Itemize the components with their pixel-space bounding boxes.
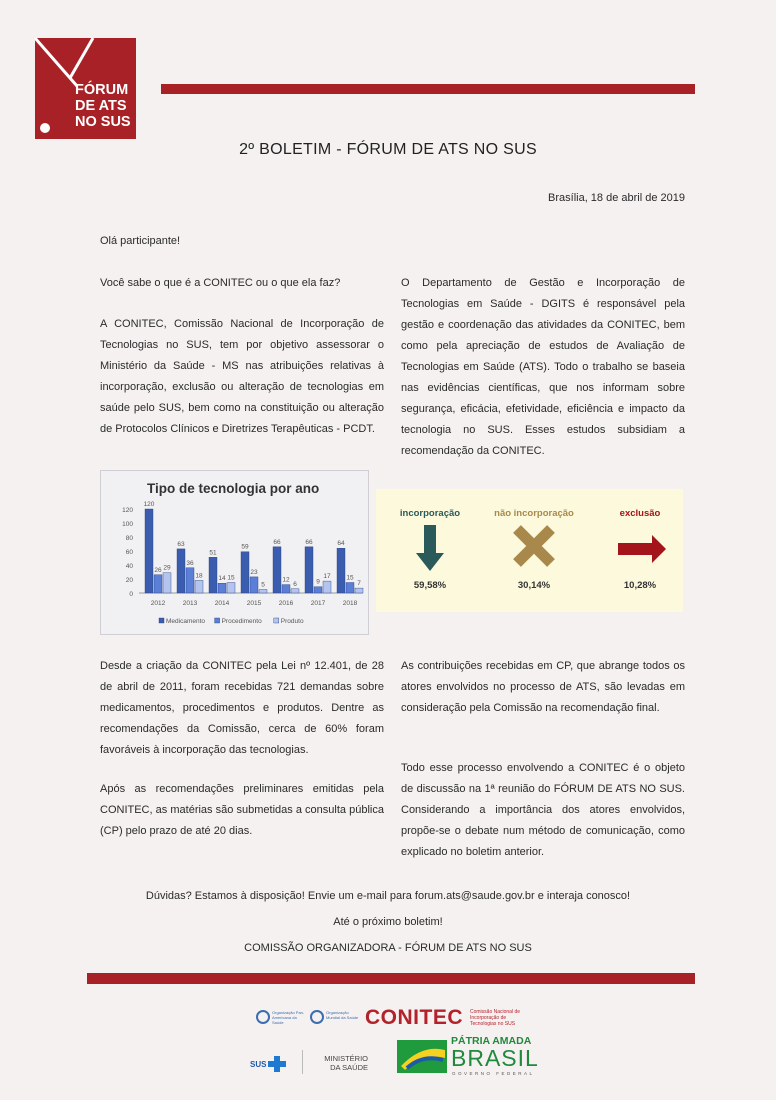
bar-procedimento bbox=[346, 583, 354, 594]
chart-title: Tipo de tecnologia por ano bbox=[147, 481, 320, 496]
data-label: 5 bbox=[261, 581, 265, 589]
bar-procedimento bbox=[218, 583, 226, 593]
ministerio-logo: MINISTÉRIO DA SAÚDE bbox=[324, 1054, 368, 1072]
data-label: 59 bbox=[241, 543, 249, 551]
greeting: Olá participante! bbox=[100, 235, 181, 247]
bar-medicamento bbox=[145, 509, 153, 593]
bar-produto bbox=[163, 573, 171, 593]
arrow-down-icon bbox=[416, 525, 444, 571]
dgits-paragraph: O Departamento de Gestão e Incorporação de Tecnologias em Saúde - DGITS é responsável pela gestão e coordenação das atividades da CONITEC, bem como pela apreciação de estudos de Avaliação de Tecnologias em Saúde (ATS). Todo o trabalho se baseia nas evidências científicas, que nos informam sobre segurança, eficácia, efetividade, eficiência e impacto da tecnologia no SUS. Esses estudos subsidiam a recomendação da CONITEC. bbox=[401, 277, 685, 457]
x-tick-label: 2018 bbox=[342, 600, 358, 607]
conitec-logo: CONITEC bbox=[365, 1006, 463, 1029]
data-label: 36 bbox=[186, 559, 194, 567]
sus-logo: SUS bbox=[250, 1060, 267, 1069]
brasil-text: BRASIL bbox=[451, 1045, 539, 1071]
x-tick-label: 2012 bbox=[150, 600, 166, 607]
cp-paragraph: Após as recomendações preliminares emitidas pela CONITEC, as matérias são submetidas a consulta pública (CP) pelo prazo de até 20 dias. bbox=[100, 783, 384, 837]
conitec-intro: A CONITEC, Comissão Nacional de Incorporação de Tecnologias no SUS, tem por objetivo assessorar o Ministério da Saúde - MS nas atribuições relativas à incorporação, exclusão ou alteração de tecnologias em saúde pelo SUS, bem como na constituição ou alteração de Protocolos Clínicos e Diretrizes Terapêuticas - PCDT. bbox=[100, 318, 384, 435]
opas-logo bbox=[256, 1010, 306, 1025]
legend-label: Produto bbox=[280, 618, 304, 625]
forum-logo bbox=[35, 38, 136, 139]
data-label: 6 bbox=[293, 580, 297, 588]
nao-incorporacao-value: 30,14% bbox=[517, 580, 551, 591]
incorporacao-label: incorporação bbox=[399, 508, 461, 519]
globe-icon bbox=[256, 1010, 270, 1024]
bar-procedimento bbox=[282, 585, 290, 593]
bar-procedimento bbox=[250, 577, 258, 593]
data-label: 12 bbox=[282, 576, 290, 584]
recommendation-infographic bbox=[376, 489, 683, 612]
footer-bar bbox=[87, 973, 695, 984]
chart-svg bbox=[101, 471, 370, 636]
bar-medicamento bbox=[337, 548, 345, 593]
legend-swatch bbox=[215, 618, 220, 623]
bar-procedimento bbox=[186, 568, 194, 593]
y-tick-label: 20 bbox=[125, 577, 133, 584]
bar-medicamento bbox=[241, 552, 249, 593]
data-label: 18 bbox=[195, 572, 203, 580]
bar-produto bbox=[259, 590, 267, 594]
exclusao-label: exclusão bbox=[619, 508, 661, 519]
page-title: 2º BOLETIM - FÓRUM DE ATS NO SUS bbox=[239, 141, 537, 158]
history-paragraph: Desde a criação da CONITEC pela Lei nº 12.401, de 28 de abril de 2011, foram recebidas 721 demandas sobre medicamentos, procedimentos e produtos. Dentre as recomendações da Comissão, cerca de 60% foram favoráveis à incorporação das tecnologias. bbox=[100, 660, 384, 756]
bar-medicamento bbox=[209, 557, 217, 593]
x-icon bbox=[513, 525, 555, 567]
data-label: 7 bbox=[357, 580, 361, 588]
incorporacao-value: 59,58% bbox=[413, 580, 447, 591]
bar-produto bbox=[355, 588, 363, 593]
bar-produto bbox=[195, 580, 203, 593]
farewell-text: Até o próximo boletim! bbox=[333, 916, 443, 928]
data-label: 23 bbox=[250, 568, 258, 576]
opas-text: Organização Pan-Americana da Saúde bbox=[272, 1010, 305, 1025]
arrow-right-icon bbox=[618, 535, 666, 563]
date: Brasília, 18 de abril de 2019 bbox=[548, 192, 685, 204]
contributions-paragraph: As contribuições recebidas em CP, que abrange todos os atores envolvidos no processo de ATS, são levadas em consideração pela Comissão na recomendação final. bbox=[401, 660, 685, 714]
technology-chart bbox=[100, 470, 369, 635]
signature: COMISSÃO ORGANIZADORA - FÓRUM DE ATS NO SUS bbox=[244, 942, 532, 954]
conitec-subtitle: Comissão Nacional de Incorporação de Tecnologias no SUS bbox=[470, 1009, 521, 1027]
x-tick-label: 2015 bbox=[246, 600, 262, 607]
data-label: 17 bbox=[323, 573, 331, 581]
data-label: 29 bbox=[163, 564, 171, 572]
oms-logo bbox=[310, 1010, 362, 1020]
nao-incorporacao-label: não incorporação bbox=[494, 508, 574, 519]
x-tick-label: 2017 bbox=[310, 600, 326, 607]
legend-swatch bbox=[159, 618, 164, 623]
data-label: 15 bbox=[346, 574, 354, 582]
data-label: 66 bbox=[305, 538, 313, 546]
divider bbox=[302, 1050, 303, 1074]
bar-procedimento bbox=[314, 587, 322, 593]
x-tick-label: 2014 bbox=[214, 600, 230, 607]
bar-produto bbox=[323, 581, 331, 593]
legend-label: Procedimento bbox=[221, 618, 262, 625]
data-label: 9 bbox=[316, 578, 320, 586]
data-label: 15 bbox=[227, 574, 235, 582]
y-tick-label: 40 bbox=[125, 563, 133, 570]
data-label: 14 bbox=[218, 575, 226, 583]
logo-text: FÓRUM DE ATS NO SUS bbox=[75, 82, 131, 130]
brazil-flag-icon bbox=[397, 1040, 447, 1073]
y-tick-label: 120 bbox=[122, 507, 133, 514]
data-label: 63 bbox=[177, 540, 185, 548]
exclusao-value: 10,28% bbox=[623, 580, 657, 591]
legend-swatch bbox=[274, 618, 279, 623]
bar-procedimento bbox=[154, 575, 162, 593]
y-tick-label: 100 bbox=[122, 521, 133, 528]
who-icon bbox=[310, 1010, 324, 1024]
x-tick-label: 2013 bbox=[182, 600, 198, 607]
data-label: 64 bbox=[337, 540, 345, 548]
bar-produto bbox=[291, 589, 299, 593]
bar-medicamento bbox=[177, 549, 185, 593]
data-label: 51 bbox=[209, 549, 217, 557]
question: Você sabe o que é a CONITEC ou o que ela faz? bbox=[100, 277, 341, 289]
y-tick-label: 0 bbox=[129, 591, 133, 598]
data-label: 66 bbox=[273, 538, 281, 546]
sus-cross-icon bbox=[268, 1056, 286, 1072]
bar-medicamento bbox=[273, 547, 281, 593]
process-paragraph: Todo esse processo envolvendo a CONITEC é o objeto de discussão na 1ª reunião do FÓRUM DE ATS NO SUS. Considerando a importância dos atores envolvidos, propõe-se o debate num método de comunicação, como explicado no boletim anterior. bbox=[401, 762, 685, 858]
data-label: 120 bbox=[143, 501, 155, 508]
oms-text: Organização Mundial da Saúde bbox=[326, 1010, 359, 1020]
patria-amada-text: PÁTRIA AMADA bbox=[451, 1035, 532, 1047]
header-bar bbox=[161, 84, 695, 94]
data-label: 26 bbox=[154, 566, 162, 574]
y-tick-label: 60 bbox=[125, 549, 133, 556]
x-tick-label: 2016 bbox=[278, 600, 294, 607]
bar-produto bbox=[227, 583, 235, 594]
bar-medicamento bbox=[305, 547, 313, 593]
legend-label: Medicamento bbox=[166, 618, 206, 625]
contact-text: Dúvidas? Estamos à disposição! Envie um e-mail para forum.ats@saude.gov.br e interaja conosco! bbox=[145, 890, 631, 902]
y-tick-label: 80 bbox=[125, 535, 133, 542]
governo-federal-text: GOVERNO FEDERAL bbox=[452, 1071, 535, 1076]
